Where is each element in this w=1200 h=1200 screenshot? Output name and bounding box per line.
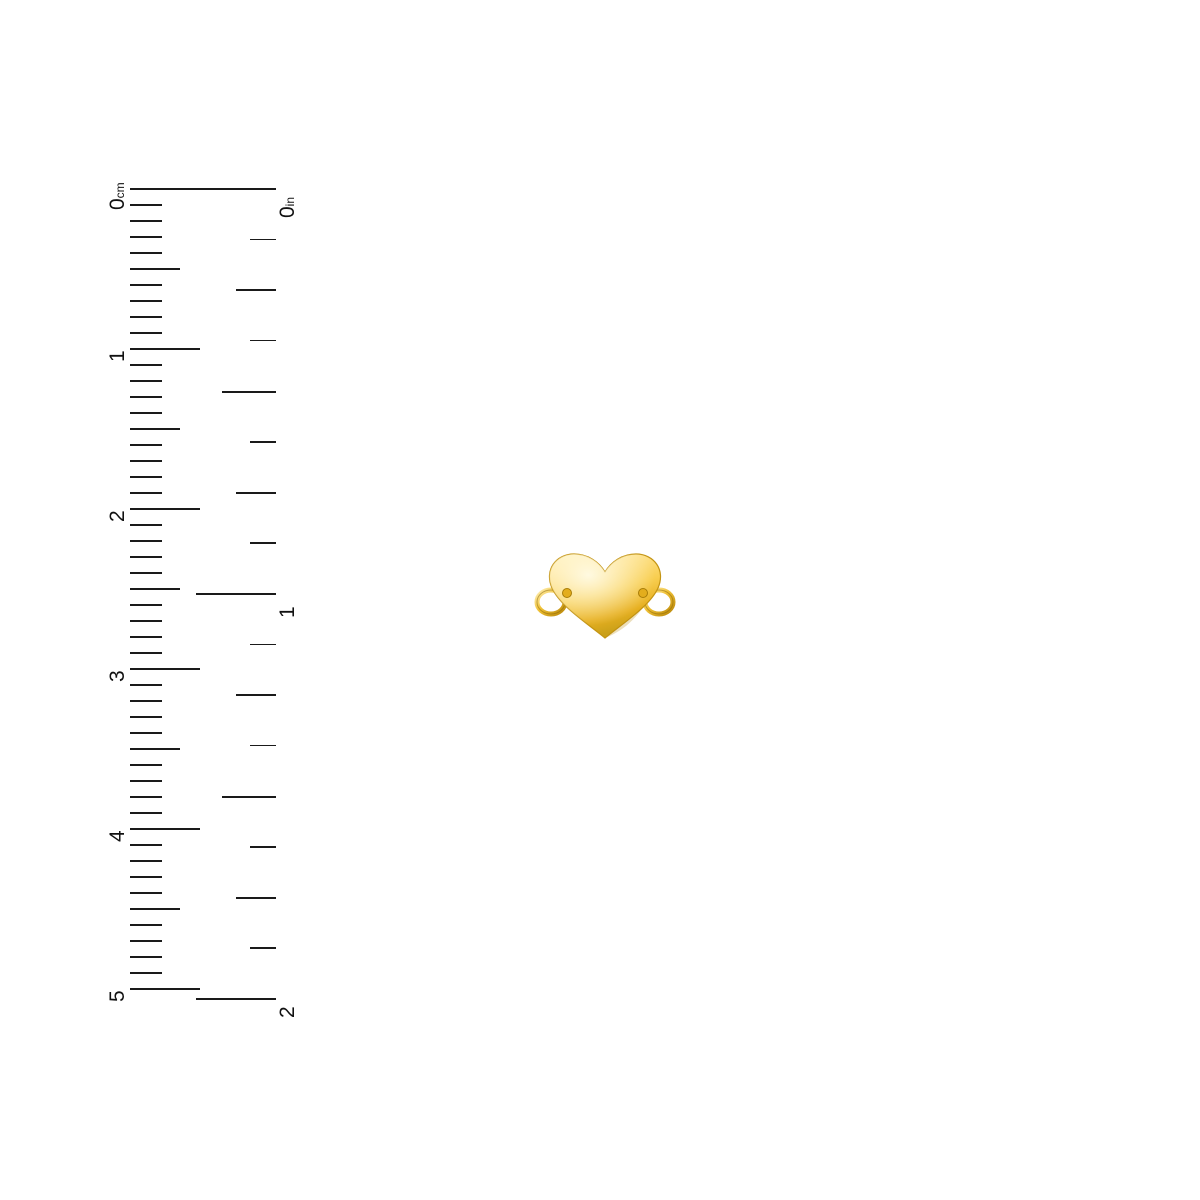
cm-label-1: 1	[106, 350, 129, 362]
ruler-tick	[130, 908, 180, 910]
ruler-tick	[130, 732, 162, 734]
in-label-2: 2	[276, 1006, 299, 1018]
ruler-tick	[130, 828, 200, 830]
ruler-tick	[130, 220, 162, 222]
ruler-tick	[130, 844, 162, 846]
ruler-tick	[130, 364, 162, 366]
ruler-tick	[130, 572, 162, 574]
ruler-tick	[130, 412, 162, 414]
in-label-1: 1	[276, 606, 299, 618]
ruler-tick	[130, 492, 162, 494]
ruler-tick	[236, 289, 276, 291]
ruler-tick	[250, 542, 276, 544]
ruler-tick	[130, 940, 162, 942]
cm-label-0: 0cm	[106, 182, 129, 210]
ruler-tick	[130, 524, 162, 526]
ruler-tick	[130, 380, 162, 382]
ruler-tick	[250, 745, 276, 747]
ruler-tick	[130, 252, 162, 254]
ruler-tick	[130, 188, 200, 190]
ruler-tick	[130, 892, 162, 894]
ruler-tick	[130, 812, 162, 814]
ruler-tick	[130, 636, 162, 638]
ruler-tick	[250, 644, 276, 646]
ruler-tick	[130, 972, 162, 974]
ruler-tick	[130, 748, 180, 750]
cm-label-4: 4	[106, 830, 129, 842]
ruler-tick	[250, 846, 276, 848]
ruler-tick	[130, 300, 162, 302]
ruler-tick	[130, 236, 162, 238]
right-ring-attachment	[639, 589, 648, 598]
ruler-tick	[130, 652, 162, 654]
ruler-tick	[130, 396, 162, 398]
ruler-tick	[130, 988, 200, 990]
ruler-tick	[130, 348, 200, 350]
in-label-0: 0in	[276, 196, 299, 218]
ruler-tick	[130, 956, 162, 958]
gold-heart-connector-charm	[520, 540, 690, 650]
ruler-tick	[130, 428, 180, 430]
ruler-tick	[222, 391, 276, 393]
ruler-tick	[130, 764, 162, 766]
ruler-tick	[130, 540, 162, 542]
ruler-tick	[130, 876, 162, 878]
ruler-tick	[130, 508, 200, 510]
ruler-tick	[130, 860, 162, 862]
ruler-tick	[130, 604, 162, 606]
ruler-tick	[236, 492, 276, 494]
ruler-tick	[222, 796, 276, 798]
cm-label-5: 5	[106, 990, 129, 1002]
ruler-tick	[250, 340, 276, 342]
left-ring-attachment	[563, 589, 572, 598]
ruler-tick	[130, 588, 180, 590]
ruler-tick	[130, 444, 162, 446]
ruler-tick	[130, 716, 162, 718]
ruler-tick	[130, 684, 162, 686]
ruler-tick	[130, 668, 200, 670]
ruler-tick	[250, 947, 276, 949]
dual-scale-ruler	[80, 170, 310, 1020]
ruler-tick	[250, 239, 276, 241]
ruler-tick	[130, 924, 162, 926]
cm-label-3: 3	[106, 670, 129, 682]
ruler-tick	[130, 780, 162, 782]
ruler-tick	[130, 268, 180, 270]
ruler-tick	[130, 700, 162, 702]
ruler-tick	[130, 556, 162, 558]
ruler-tick	[196, 188, 276, 190]
ruler-tick	[250, 441, 276, 443]
ruler-tick	[196, 998, 276, 1000]
ruler-tick	[236, 694, 276, 696]
ruler-tick	[130, 620, 162, 622]
ruler-tick	[130, 316, 162, 318]
ruler-tick	[130, 460, 162, 462]
ruler-tick	[130, 476, 162, 478]
ruler-tick	[130, 284, 162, 286]
ruler-tick	[130, 204, 162, 206]
ruler-tick	[130, 332, 162, 334]
ruler-tick	[130, 796, 162, 798]
ruler-tick	[236, 897, 276, 899]
ruler-tick	[196, 593, 276, 595]
cm-label-2: 2	[106, 510, 129, 522]
